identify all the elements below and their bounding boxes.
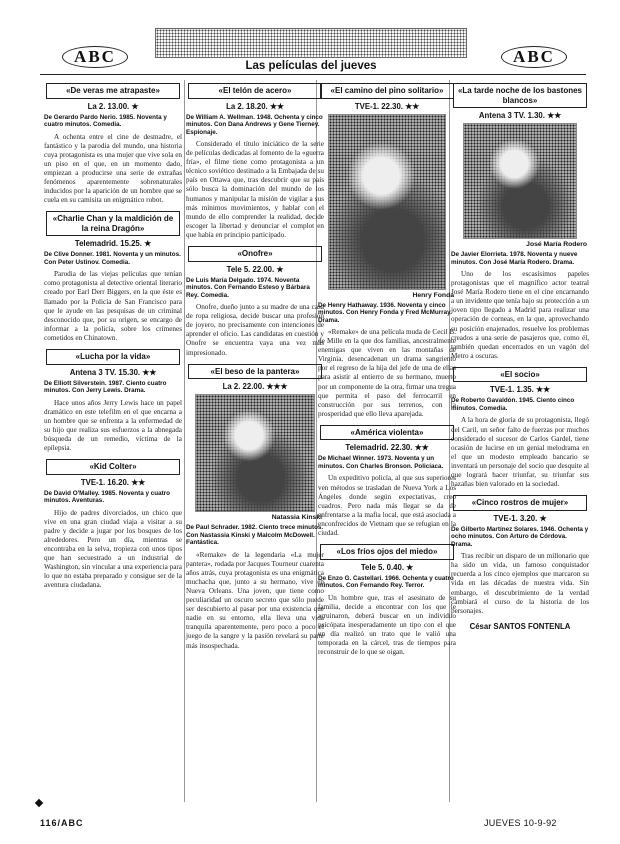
film-title: «La tarde noche de los bastones blancos»	[453, 83, 587, 108]
film-onofre	[186, 246, 324, 358]
page-label: 116/ABC	[40, 818, 84, 828]
film-title: «Los fríos ojos del miedo»	[320, 544, 454, 560]
film-review: Un expeditivo policía, al que sus superiores ven métodos se trasladan de Nueva York a Los Ángeles donde según expectativas, creo cuadros. Pero nada más llegar se da de enfrentarse a la mafia local, que está asociada a enconfrecidos de Vietnam que se refugian en la ciudad.	[318, 474, 456, 537]
film-credits: De Luis María Delgado. 1974. Noventa minutos. Con Fernando Esteso y Bárbara Rey. Comedia.	[186, 276, 310, 299]
film-review: Onofre, dueño junto a su madre de una casa de ropa religiosa, decide buscar una profesión de joyero, no precisamente con intenciones de aprender el oficio. Las candidatas en cuestión y Onofre se encuentra vaya una vez más impresionado.	[186, 303, 324, 357]
film-title: «Lucha por la vida»	[46, 349, 180, 365]
film-title: «El camino del pino solitario»	[320, 83, 454, 99]
column-2	[186, 80, 324, 657]
film-title: «El socio»	[453, 367, 587, 383]
film-frios-ojos-del-miedo	[318, 544, 456, 657]
film-channel: TVE-1. 16.20. ★★	[80, 477, 146, 487]
film-credits: De Michael Winner. 1973. Noventa y un minutos. Con Charles Bronson. Policíaca.	[318, 455, 444, 470]
film-credits: De Gilberto Martínez Solares. 1946. Ochenta y ocho minutos. Con Arturo de Córdova. Drama.	[451, 525, 589, 548]
film-cinco-rostros-de-mujer	[451, 495, 589, 616]
film-credits: De Gerardo Pardo Nerio. 1985. Noventa y cuatro minutos. Comedia.	[44, 113, 167, 128]
film-review: Hace unos años Jerry Lewis hace un papel dramático en este telefilm en el que encarna a un hombre que se enfrenta a la enfermedad de su hijo que realiza sus esfuerzos a la abnegada búsqueda de un remedio, víctima de la epilepsia.	[44, 398, 182, 452]
film-channel: Antena 3 TV. 15.30. ★★	[69, 367, 157, 377]
film-el-socio	[451, 367, 589, 489]
abc-logo-right: ABC	[501, 46, 567, 68]
film-channel: Antena 3 TV. 1.30. ★★	[478, 111, 562, 120]
film-credits: De Javier Elorrieta. 1978. Noventa y nueve minutos. Con José María Rodero. Drama.	[451, 251, 578, 266]
film-telon-de-acero	[186, 83, 324, 240]
film-channel: TVE-1. 3.20. ★	[493, 513, 547, 523]
film-charlie-chan	[44, 211, 182, 343]
film-channel: La 2. 18.20. ★★	[226, 101, 284, 111]
film-lucha-por-la-vida	[44, 349, 182, 453]
film-channel: La 2. 13.00. ★	[87, 101, 139, 111]
film-credits: De Clive Donner. 1981. Noventa y un minutos. Con Peter Ustinov. Comedia.	[44, 251, 181, 266]
column-divider	[184, 80, 185, 802]
film-channel: TVE-1. 1.35. ★★	[490, 385, 550, 395]
film-photo	[328, 114, 446, 290]
film-title: «Charlie Chan y la maldición de la reina Dragón»	[46, 211, 180, 236]
film-review: Un hombre que, tras el asesinato de su familia, decide a encontrar con los que le arruinaron, deberá buscar en un individuo psicópata inesperadamente un tipo con el que un día realizó un trato que le valió una temporada en la cárcel, tras de tiempos para reconstruir de lo que se oigan.	[318, 593, 456, 657]
section-title: Las películas del jueves	[245, 60, 377, 72]
film-photo	[463, 123, 577, 239]
film-title: «Cinco rostros de mujer»	[453, 495, 587, 511]
film-review: Hijo de padres divorciados, un chico que vive en una gran ciudad viaja a visitar a su padre y decide a jugar por los bosques de los alrededores. Pero un día, mientras se encontraba en la selva, tropieza con unos tipos que han secuestrado a un industrial de Washington, sin vincular a una experiencia para lo que no estaba preparado y consigue ser de la aventura ciudadana.	[44, 508, 182, 590]
film-title: «El telón de acero»	[188, 83, 322, 99]
abc-logo-left: ABC	[62, 46, 128, 68]
film-title: «De veras me atrapaste»	[46, 83, 180, 99]
film-review: Considerado el título iniciático de la serie de películas dedicadas al fomento de la «guerra fría», el filme tiene como protagonista a un técnico soviético destinado a la Embajada de su país en Ottawa que, tras descubrir que su país sólo busca la dominación del mundo de los humanos y manipular la misión de vigilar a sus más mínimos movimientos, y hablar con el mundo de ello comprender la realidad, decide escoger la libertad y denunciar el complot en que había en principio participado.	[186, 140, 324, 239]
section-banner	[155, 28, 467, 58]
column-1	[44, 80, 182, 596]
photo-caption: Natassia Kinski	[271, 514, 322, 522]
film-channel: Tele 5. 22.00. ★	[226, 264, 284, 274]
film-review: «Remake» de una película muda de Cecil B. de Mille en la que dos familias, ancestralmente enemigas que viven en las montañas de Virginia, desencadenan un drama sangriento por el regreso de la hija del jefe de una de ellas para asistir al entierro de su hermano, muerto por un componente de la otra, firmar una tregua que permita el paso del ferrocarril en construcción por sus terrenos, con la prosperidad que ello lleva aparejada.	[318, 328, 456, 418]
film-credits: De Elliott Silverstein. 1987. Ciento cuatro minutos. Con Jerry Lewis. Drama.	[44, 379, 167, 394]
film-title: «Kid Colter»	[46, 459, 180, 475]
film-review: A la hora de gloria de su protagonista, llegó del Caril, un señor falto de fuerzas por muchos considerado el sucesor de Carlos Gardel, tiene ocasión de lucirse en un genial melodrama en el que un modesto empleado bancario se inventará un personaje del socio que desquite al que logrará hacer triunfar, su triunfar sus hazañas bien valorado en la sociedad.	[451, 416, 589, 489]
film-review: Uno de los escasísimos papeles protagonistas que el magnífico actor teatral José María Rodero tiene en el cine encarnando a un invidente que tenía bajo su protección a un joven tipo llegado a Madrid para realizar una operación de corneas, en la que, aprovechando su posición enajenados, resuelve los problemas creados a una serie de pasajeros que, como él, también quedan encerrados en un vagón del Metro a oscuras.	[451, 270, 589, 360]
page-mark-icon	[35, 799, 43, 807]
film-de-veras-me-atrapaste	[44, 83, 182, 205]
film-credits: De William A. Wellman. 1948. Ochenta y cinco minutos. Con Dana Andrews y Gene Tierney. Espionaje.	[186, 113, 323, 136]
film-camino-del-pino-solitario	[318, 83, 456, 419]
photo-caption: Henry Fonda	[412, 291, 454, 299]
film-channel: TVE-1. 22.30. ★★	[354, 101, 420, 111]
film-america-violenta	[318, 425, 456, 538]
film-tarde-noche-bastones-blancos	[451, 83, 589, 361]
film-credits: De David O'Malley. 1985. Noventa y cuatro minutos. Aventuras.	[44, 489, 170, 505]
film-kid-colter	[44, 459, 182, 590]
film-review: A ochenta entre el cine de desmadre, el fantástico y la parodia del mundo, una historia cuya protagonista es una mujer que vive sola en un piso en el que, en un momento dado, empiezan a producirse una serie de extrañas fenómenos aparentemente sobrenaturales inducidos por la aparición de un hombre que se cuela en su camisita un enigmático robot.	[44, 132, 182, 205]
header-rule	[40, 74, 586, 75]
film-review: Parodia de las viejas películas que tenían como protagonista al detective oriental literario creado por Earl Derr Biggers, en la que éste es llamado por la Policía de San Francisco para que le ayude en las pesquisas de un criminal desconocido que, por su origen, se encargo de informar a la policía, sobre los crímenes cometidos en Chinatown.	[44, 270, 182, 342]
author-signature: César SANTOS FONTENLA	[469, 621, 571, 631]
film-credits: De Roberto Gavaldón. 1945. Ciento cinco minutos. Comedia.	[451, 397, 575, 412]
film-title: «El beso de la pantera»	[188, 364, 322, 380]
film-channel: La 2. 22.00. ★★★	[222, 382, 288, 392]
column-3	[318, 80, 456, 663]
film-credits: De Paul Schrader. 1982. Ciento trece minutos. Con Nastassia Kinski y Malcolm McDowell. Fantástica.	[186, 524, 324, 547]
film-channel: Telemadrid. 15.25. ★	[74, 239, 152, 249]
column-4	[451, 80, 589, 631]
film-credits: De Enzo G. Castellari. 1966. Ochenta y cuatro minutos. Con Fernando Rey. Terror.	[318, 574, 454, 590]
film-title: «América violenta»	[320, 425, 454, 441]
film-title: «Onofre»	[188, 246, 322, 262]
film-channel: Tele 5. 0.40. ★	[360, 562, 414, 572]
page-date: JUEVES 10-9-92	[484, 818, 557, 828]
film-review: Tras recibir un disparo de un millonario que ha sido un vida, un famoso conquistador recuerda a los cinco ejemplos que marcaron su vida en las décadas de nuestra vida. Sin embargo, el descubrimiento de la verdad cambiará el curso de la historia de los personajes.	[451, 552, 589, 615]
film-review: «Remake» de la legendaria «La mujer pantera», rodada por Jacques Tourneur cuarenta años atrás, cuya protagonista es una enigmática muchacha que, junto a su hermano, vive en Nueva Orleans. Una joven, que tiene como peculiaridad un oscuro secreto que sólo puede ser descubierto al pasar por una existencia que nadie en su entorno, ella lleva una vida tranquila aparentemente, pero poco a poco el juego de la sangre y la pasión revelará su parte más insospechada.	[186, 550, 324, 650]
photo-caption: José María Rodero	[526, 241, 587, 248]
film-credits: De Henry Hathaway. 1936. Noventa y cinco minutos. Con Henry Fonda y Fred McMurray. Drama.	[318, 301, 452, 324]
film-channel: Telemadrid. 22.30. ★★	[345, 443, 429, 453]
film-photo	[195, 394, 315, 512]
film-beso-de-la-pantera	[186, 364, 324, 651]
